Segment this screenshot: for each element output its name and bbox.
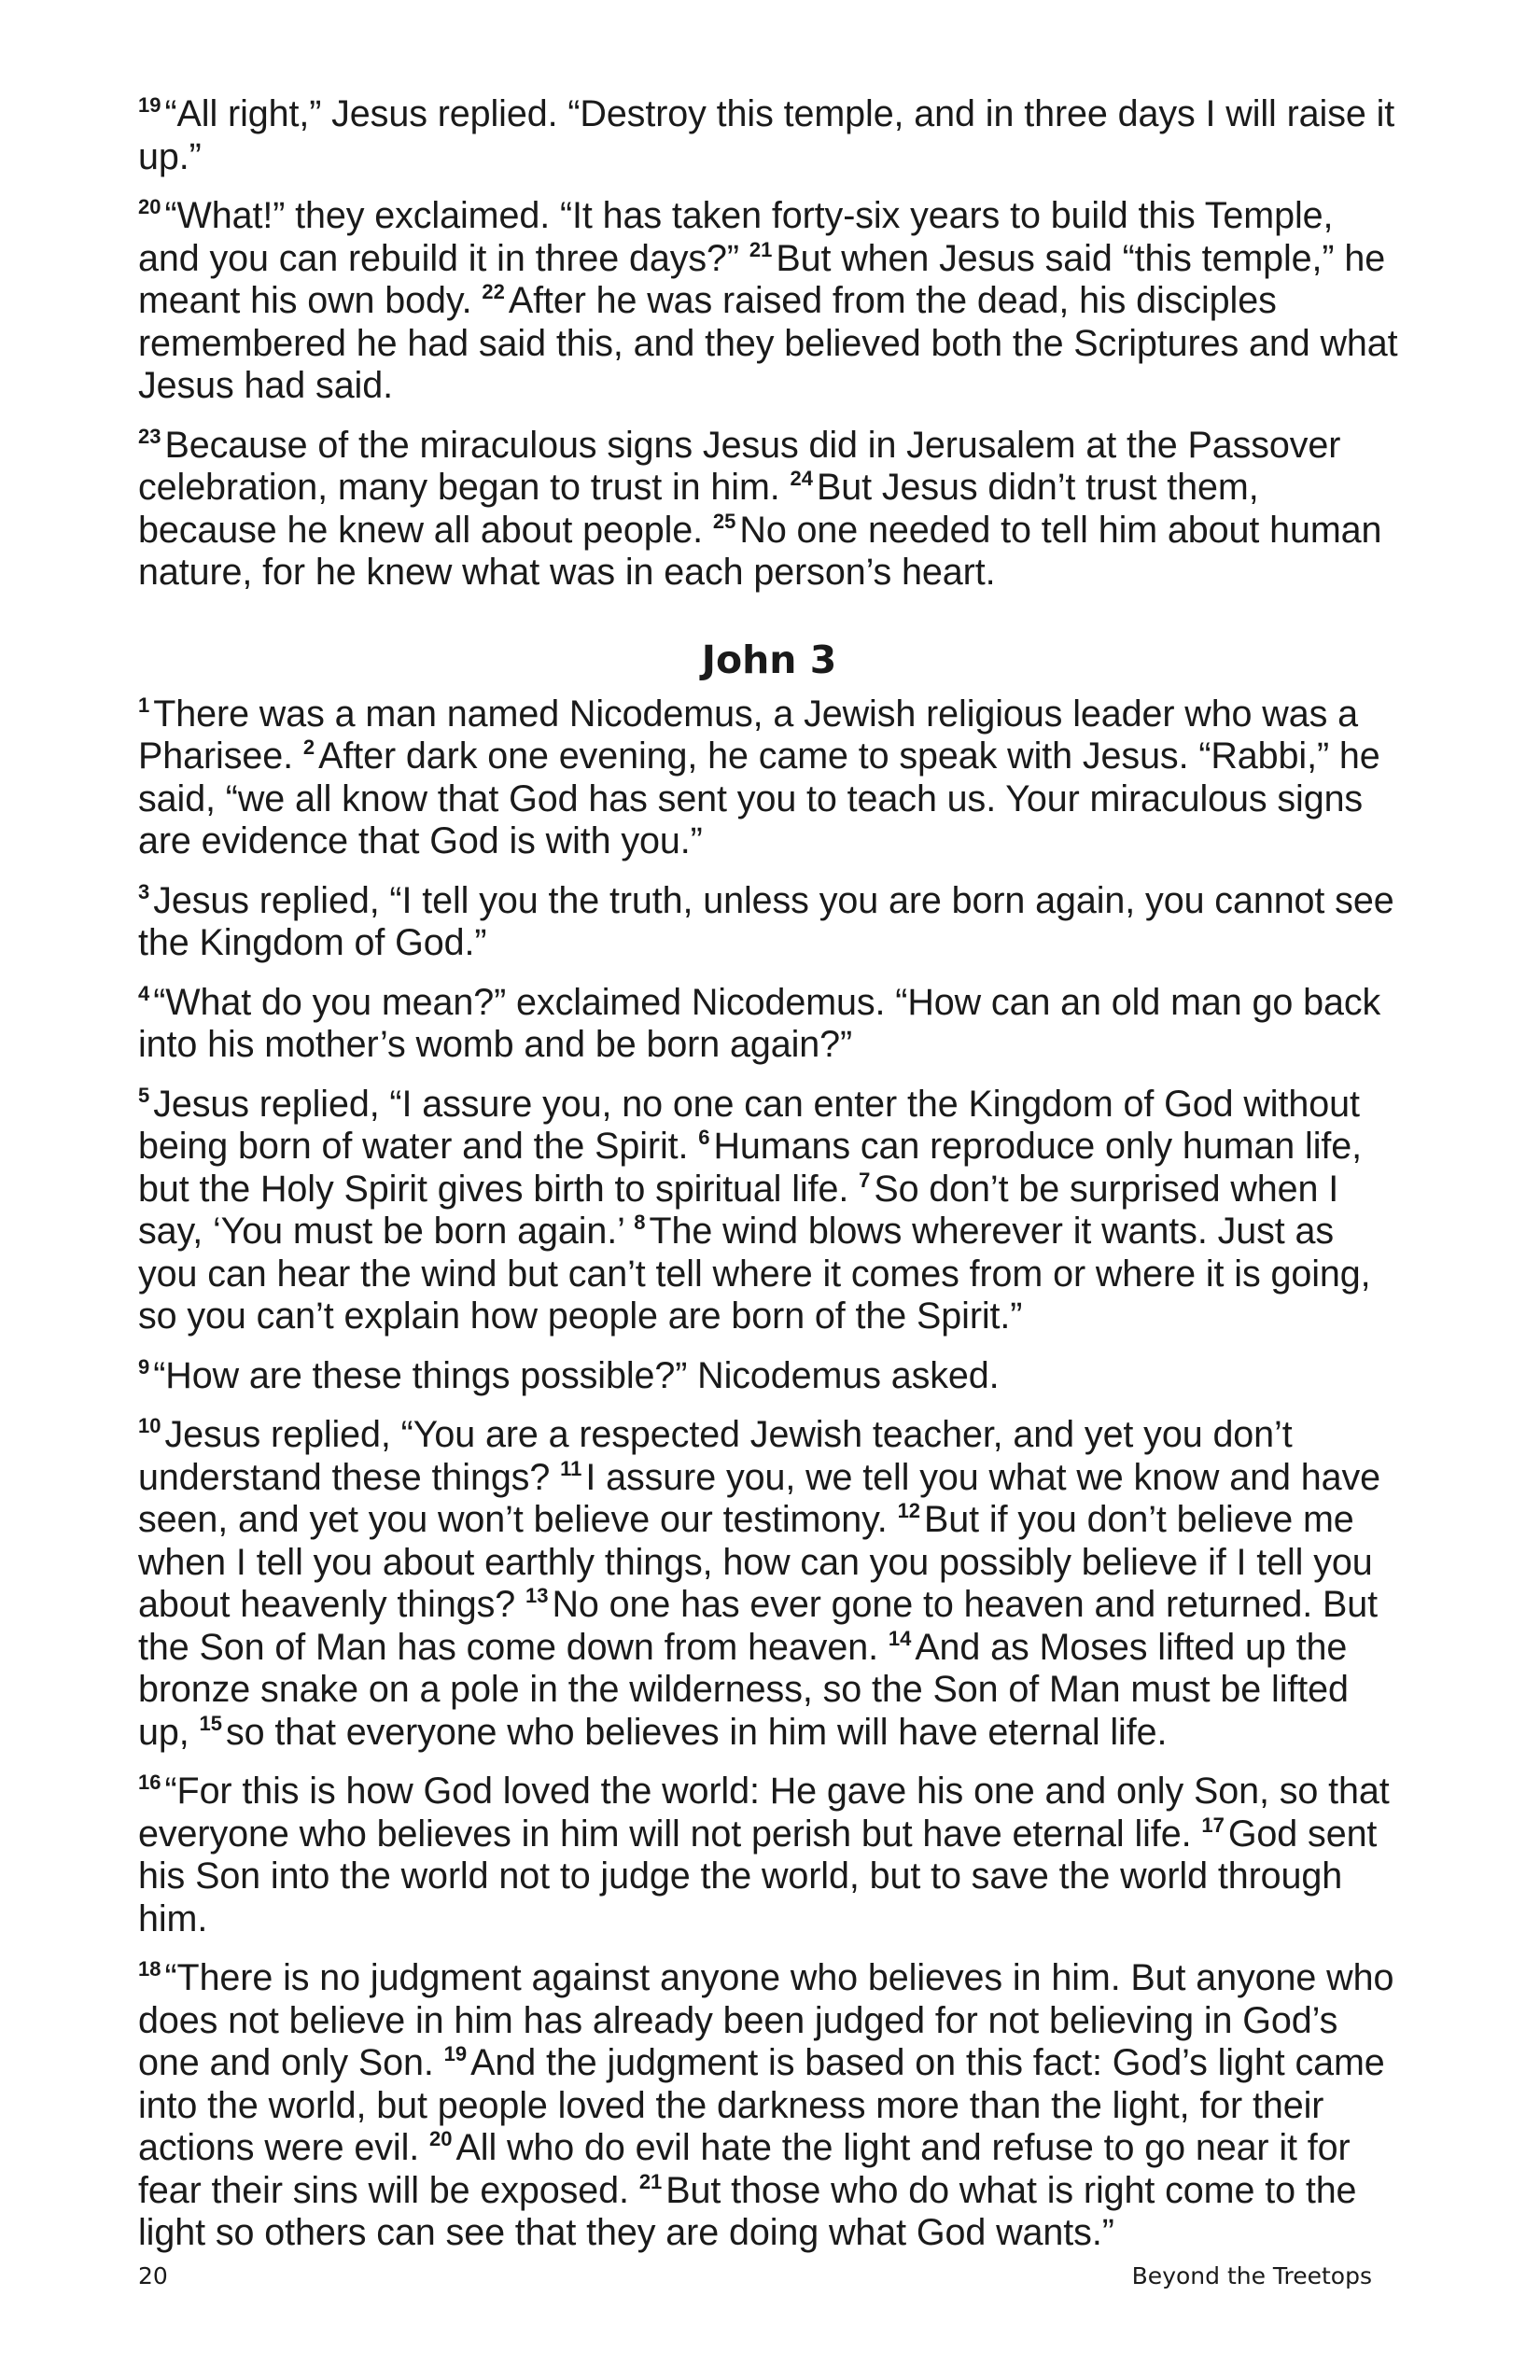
verse-text: All who do evil hate the light and refuse to go near it for fear their sins will be exposed. (138, 2127, 1351, 2211)
page-content (138, 93, 1400, 2272)
verse (200, 1712, 1168, 1753)
paragraph (138, 880, 1400, 965)
verse-text: “There is no judgment against anyone who believes in him. But anyone who does not believe in him has already been judged for not believing in God’s one and only Son. (138, 1957, 1394, 2083)
verse-text: Jesus replied, “You are a respected Jewish teacher, and yet you don’t understand these things? (138, 1414, 1293, 1498)
verse-number: 7 (859, 1168, 871, 1192)
chapter-heading: John 3 (701, 637, 837, 682)
paragraph (138, 1355, 1400, 1398)
verse-number: 4 (138, 981, 150, 1005)
verse (138, 1355, 1000, 1396)
paragraphs-after-chapter (138, 693, 1400, 2255)
paragraph (138, 425, 1400, 595)
verse-number: 18 (138, 1957, 161, 1981)
verse-text: But those who do what is right come to the light so others can see that they are doing what God wants.” (138, 2169, 1357, 2253)
verse-number: 17 (1201, 1813, 1225, 1837)
verse-text: But when Jesus said “this temple,” he meant his own body. (138, 237, 1386, 321)
paragraph (138, 1084, 1400, 1338)
verse-text: “All right,” Jesus replied. “Destroy this temple, and in three days I will raise it up.” (138, 93, 1395, 177)
verse-text: “What do you mean?” exclaimed Nicodemus. “How can an old man go back into his mother’s womb and be born again?” (138, 981, 1381, 1065)
verse (138, 982, 1380, 1066)
verse-number: 20 (138, 195, 161, 218)
verse-number: 25 (712, 509, 736, 533)
verse-text: So don’t be surprised when I say, ‘You must be born again.’ (138, 1168, 1339, 1252)
verse-text: Jesus replied, “I assure you, no one can enter the Kingdom of God without being born of water and the Spirit. (138, 1083, 1360, 1167)
verse-text: “For this is how God loved the world: He gave his one and only Son, so that everyone who believes in him will not perish but have eternal life. (138, 1771, 1390, 1855)
verse-number: 6 (698, 1126, 710, 1149)
paragraph (138, 1414, 1400, 1754)
verse-text: But if you don’t believe me when I tell you about earthly things, how can you possibly believe if I tell you about heavenly things? (138, 1499, 1373, 1625)
verse-number: 1 (138, 693, 150, 717)
verse (138, 93, 1394, 177)
verse-number: 21 (638, 2169, 663, 2193)
verse-text: No one has ever gone to heaven and returned. But the Son of Man has come down from heaven. (138, 1584, 1379, 1668)
verse-number: 13 (525, 1584, 549, 1607)
verse-number: 19 (138, 93, 161, 117)
verse-number: 23 (138, 424, 161, 448)
verse-text: “How are these things possible?” Nicodemus asked. (153, 1354, 1000, 1396)
verse-number: 14 (888, 1626, 912, 1650)
verse-text: “What!” they exclaimed. “It has taken forty-six years to build this Temple, and you can rebuild it in three days?” (138, 195, 1334, 279)
verse-number: 19 (443, 2042, 468, 2065)
verse-text: so that everyone who believes in him will have eternal life. (225, 1711, 1168, 1753)
verse-number: 11 (560, 1456, 582, 1480)
verse-number: 15 (199, 1711, 222, 1735)
verse-number: 21 (749, 237, 773, 261)
verse-number: 5 (138, 1083, 150, 1107)
paragraph (138, 195, 1400, 408)
verse-text: There was a man named Nicodemus, a Jewish religious leader who was a Pharisee. (138, 693, 1358, 777)
verse-text: After he was raised from the dead, his disciples remembered he had said this, and they believed both the Scriptures and what Jesus had said. (138, 280, 1398, 406)
verse-text: No one needed to tell him about human nature, for he knew what was in each person’s heart. (138, 509, 1382, 593)
verse-number: 2 (302, 735, 315, 759)
book-title: Beyond the Treetops (1131, 2262, 1372, 2289)
verse-number: 10 (138, 1414, 161, 1437)
page-number: 20 (138, 2262, 168, 2289)
verse-number: 9 (138, 1354, 150, 1379)
paragraphs-before-chapter (138, 93, 1400, 595)
verse-text: The wind blows wherever it wants. Just as you can hear the wind but can’t tell where it comes from or where it is going, so you can’t explain how people are born of the Spirit.” (138, 1211, 1371, 1337)
verse-number: 12 (897, 1499, 921, 1522)
paragraph (138, 1771, 1400, 1940)
verse-text: After dark one evening, he came to speak with Jesus. “Rabbi,” he said, “we all know that God has sent you to teach us. Your miraculous signs are evidence that God is with you.” (138, 735, 1380, 861)
verse-number: 3 (138, 879, 150, 903)
verse-text: God sent his Son into the world not to judge the world, but to save the world through him. (138, 1813, 1378, 1939)
paragraph (138, 93, 1400, 178)
verse-number: 8 (634, 1211, 646, 1234)
verse-text: Humans can reproduce only human life, but the Holy Spirit gives birth to spiritual life. (138, 1126, 1363, 1210)
verse-text: And as Moses lifted up the bronze snake on a pole in the wilderness, so the Son of Man must be lifted up, (138, 1626, 1349, 1753)
verse-number: 16 (138, 1771, 161, 1794)
verse-text: I assure you, we tell you what we know and have seen, and yet you won’t believe our testimony. (138, 1456, 1380, 1540)
verse-number: 24 (790, 467, 813, 490)
verse-text: And the judgment is based on this fact: God’s light came into the world, but people loved the darkness more than the light, for their actions were evil. (138, 2042, 1385, 2168)
verse-text: But Jesus didn’t trust them, because he knew all about people. (138, 467, 1259, 551)
paragraph (138, 982, 1400, 1067)
verse-number: 22 (482, 280, 505, 303)
paragraph (138, 693, 1400, 863)
verse-text: Jesus replied, “I tell you the truth, unless you are born again, you cannot see the Kingdom of God.” (138, 879, 1394, 963)
verse-number: 20 (429, 2127, 453, 2150)
verse (138, 880, 1394, 964)
verse-text: Because of the miraculous signs Jesus did in Jerusalem at the Passover celebration, many began to trust in him. (138, 424, 1341, 508)
paragraph (138, 1957, 1400, 2255)
verse (138, 735, 1380, 861)
